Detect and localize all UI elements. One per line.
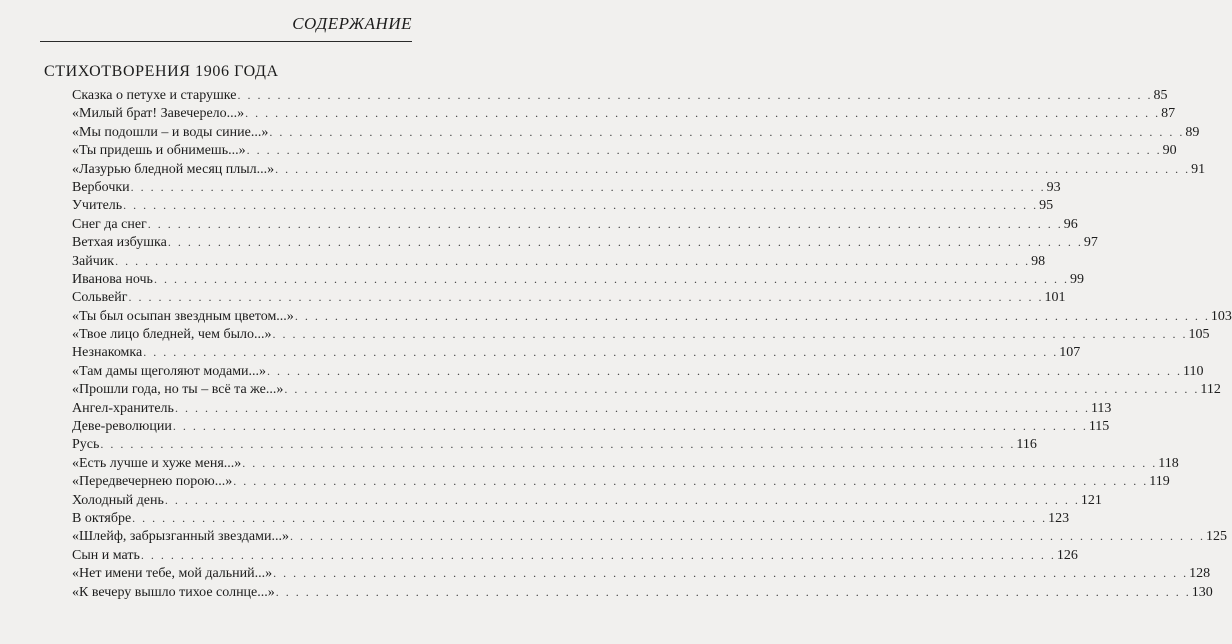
toc-entry bbox=[72, 288, 1066, 306]
toc-leader-dots: . . . . . . . . . . . . . . . . . . . . . . . . . . . . . . . . . . . . . . . . . . . . . . . . . . . . . . . . . . . . . . . . . . . . . . . . . . . . . . . . . . . . . . . . . . . . bbox=[132, 510, 1048, 525]
toc-entry-page-number: 123 bbox=[1048, 510, 1070, 526]
toc-entry-title: «Передвечернею порою...» bbox=[72, 474, 233, 490]
running-head: СОДЕРЖАНИЕ bbox=[292, 14, 412, 33]
toc-entry-title: «Нет имени тебе, мой дальний...» bbox=[72, 566, 273, 582]
toc-entry bbox=[72, 86, 1168, 104]
toc-entry-title: Сольвейг bbox=[72, 290, 128, 306]
toc-leader-dots: . . . . . . . . . . . . . . . . . . . . . . . . . . . . . . . . . . . . . . . . . . . . . . . . . . . . . . . . . . . . . . . . . . . . . . . . . . . . . . . . . . . . . . . . . . . . bbox=[167, 235, 1083, 250]
toc-entry-title: «Лазурью бледной месяц плыл...» bbox=[72, 161, 275, 177]
toc-leader-dots: . . . . . . . . . . . . . . . . . . . . . . . . . . . . . . . . . . . . . . . . . . . . . . . . . . . . . . . . . . . . . . . . . . . . . . . . . . . . . . . . . . . . . . . . . . . . bbox=[275, 161, 1191, 176]
toc-entry-title: Иванова ночь bbox=[72, 271, 153, 287]
table-of-contents bbox=[72, 86, 1232, 601]
toc-entry bbox=[72, 252, 1046, 270]
toc-entry bbox=[72, 343, 1081, 361]
toc-entry-page-number: 113 bbox=[1090, 400, 1112, 416]
toc-entry-title: «Ты был осыпан звездным цветом...» bbox=[72, 308, 294, 324]
section-title: СТИХОТВОРЕНИЯ 1906 ГОДА bbox=[44, 63, 279, 80]
toc-entry bbox=[72, 454, 1179, 472]
toc-entry-page-number: 96 bbox=[1063, 216, 1078, 232]
toc-leader-dots: . . . . . . . . . . . . . . . . . . . . . . . . . . . . . . . . . . . . . . . . . . . . . . . . . . . . . . . . . . . . . . . . . . . . . . . . . . . . . . . . . . . . . . . . . . . . bbox=[130, 179, 1046, 194]
toc-leader-dots: . . . . . . . . . . . . . . . . . . . . . . . . . . . . . . . . . . . . . . . . . . . . . . . . . . . . . . . . . . . . . . . . . . . . . . . . . . . . . . . . . . . . . . . . . . . . bbox=[245, 106, 1161, 121]
toc-entry-title: «Есть лучше и хуже меня...» bbox=[72, 455, 242, 471]
toc-entry bbox=[72, 472, 1170, 490]
toc-entry-page-number: 125 bbox=[1205, 529, 1227, 545]
toc-entry-page-number: 130 bbox=[1191, 584, 1213, 600]
toc-entry-title: Вербочки bbox=[72, 179, 130, 195]
toc-leader-dots: . . . . . . . . . . . . . . . . . . . . . . . . . . . . . . . . . . . . . . . . . . . . . . . . . . . . . . . . . . . . . . . . . . . . . . . . . . . . . . . . . . . . . . . . . . . . bbox=[242, 455, 1158, 470]
toc-entry-page-number: 121 bbox=[1080, 492, 1102, 508]
toc-entry-title: Зайчик bbox=[72, 253, 115, 269]
toc-entry-page-number: 115 bbox=[1088, 419, 1110, 435]
toc-entry bbox=[72, 307, 1232, 325]
toc-leader-dots: . . . . . . . . . . . . . . . . . . . . . . . . . . . . . . . . . . . . . . . . . . . . . . . . . . . . . . . . . . . . . . . . . . . . . . . . . . . . . . . . . . . . . . . . . . . . bbox=[123, 198, 1039, 213]
toc-entry-page-number: 126 bbox=[1056, 547, 1078, 563]
toc-entry bbox=[72, 491, 1102, 509]
toc-entry bbox=[72, 215, 1078, 233]
toc-entry bbox=[72, 399, 1112, 417]
toc-entry bbox=[72, 160, 1206, 178]
toc-entry-title: «Мы подошли – и воды синие...» bbox=[72, 124, 269, 140]
toc-entry bbox=[72, 564, 1211, 582]
toc-entry-title: «Милый брат! Завечерело...» bbox=[72, 106, 245, 122]
toc-entry-page-number: 85 bbox=[1153, 88, 1168, 103]
toc-entry-title: «Шлейф, забрызганный звездами...» bbox=[72, 529, 289, 545]
toc-leader-dots: . . . . . . . . . . . . . . . . . . . . . . . . . . . . . . . . . . . . . . . . . . . . . . . . . . . . . . . . . . . . . . . . . . . . . . . . . . . . . . . . . . . . . . . . . . . . bbox=[164, 492, 1080, 507]
toc-entry-page-number: 116 bbox=[1016, 437, 1037, 453]
toc-entry-title: Незнакомка bbox=[72, 345, 143, 361]
toc-leader-dots: . . . . . . . . . . . . . . . . . . . . . . . . . . . . . . . . . . . . . . . . . . . . . . . . . . . . . . . . . . . . . . . . . . . . . . . . . . . . . . . . . . . . . . . . . . . . bbox=[147, 216, 1063, 231]
toc-leader-dots: . . . . . . . . . . . . . . . . . . . . . . . . . . . . . . . . . . . . . . . . . . . . . . . . . . . . . . . . . . . . . . . . . . . . . . . . . . . . . . . . . . . . . . . . . . . . bbox=[273, 566, 1189, 581]
toc-entry-title: «Там дамы щеголяют модами...» bbox=[72, 363, 267, 379]
toc-entry-title: «К вечеру вышло тихое солнце...» bbox=[72, 584, 275, 600]
toc-entry-page-number: 93 bbox=[1046, 179, 1061, 195]
toc-leader-dots: . . . . . . . . . . . . . . . . . . . . . . . . . . . . . . . . . . . . . . . . . . . . . . . . . . . . . . . . . . . . . . . . . . . . . . . . . . . . . . . . . . . . . . . . . . . . bbox=[128, 290, 1044, 305]
toc-entry-title: Русь bbox=[72, 437, 100, 453]
toc-leader-dots: . . . . . . . . . . . . . . . . . . . . . . . . . . . . . . . . . . . . . . . . . . . . . . . . . . . . . . . . . . . . . . . . . . . . . . . . . . . . . . . . . . . . . . . . . . . . bbox=[115, 253, 1031, 268]
toc-entry-page-number: 97 bbox=[1083, 235, 1098, 251]
toc-entry bbox=[72, 178, 1061, 196]
toc-entry-page-number: 99 bbox=[1069, 271, 1084, 287]
toc-entry-title: Учитель bbox=[72, 198, 123, 214]
toc-leader-dots: . . . . . . . . . . . . . . . . . . . . . . . . . . . . . . . . . . . . . . . . . . . . . . . . . . . . . . . . . . . . . . . . . . . . . . . . . . . . . . . . . . . . . . . . . . . . bbox=[267, 363, 1183, 378]
toc-entry-page-number: 112 bbox=[1200, 382, 1221, 398]
toc-leader-dots: . . . . . . . . . . . . . . . . . . . . . . . . . . . . . . . . . . . . . . . . . . . . . . . . . . . . . . . . . . . . . . . . . . . . . . . . . . . . . . . . . . . . . . . . . . . . bbox=[140, 547, 1056, 562]
toc-entry bbox=[72, 583, 1213, 601]
toc-leader-dots: . . . . . . . . . . . . . . . . . . . . . . . . . . . . . . . . . . . . . . . . . . . . . . . . . . . . . . . . . . . . . . . . . . . . . . . . . . . . . . . . . . . . . . . . . . . . bbox=[233, 474, 1149, 489]
toc-leader-dots: . . . . . . . . . . . . . . . . . . . . . . . . . . . . . . . . . . . . . . . . . . . . . . . . . . . . . . . . . . . . . . . . . . . . . . . . . . . . . . . . . . . . . . . . . . . . bbox=[237, 88, 1153, 102]
toc-entry-page-number: 110 bbox=[1183, 363, 1204, 379]
toc-entry bbox=[72, 546, 1078, 564]
toc-entry-title: В октябре bbox=[72, 510, 132, 526]
toc-entry-title: Сказка о петухе и старушке bbox=[72, 88, 237, 103]
toc-entry bbox=[72, 104, 1176, 122]
toc-entry-page-number: 128 bbox=[1189, 566, 1211, 582]
toc-entry-page-number: 98 bbox=[1031, 253, 1046, 269]
toc-entry-page-number: 118 bbox=[1158, 455, 1179, 471]
toc-leader-dots: . . . . . . . . . . . . . . . . . . . . . . . . . . . . . . . . . . . . . . . . . . . . . . . . . . . . . . . . . . . . . . . . . . . . . . . . . . . . . . . . . . . . . . . . . . . . bbox=[269, 124, 1185, 139]
toc-entry-page-number: 119 bbox=[1149, 474, 1170, 490]
toc-entry-page-number: 105 bbox=[1188, 327, 1210, 343]
toc-entry-page-number: 91 bbox=[1191, 161, 1206, 177]
header-rule bbox=[40, 41, 412, 42]
toc-entry bbox=[72, 362, 1204, 380]
toc-entry bbox=[72, 417, 1110, 435]
toc-leader-dots: . . . . . . . . . . . . . . . . . . . . . . . . . . . . . . . . . . . . . . . . . . . . . . . . . . . . . . . . . . . . . . . . . . . . . . . . . . . . . . . . . . . . . . . . . . . . bbox=[174, 400, 1090, 415]
toc-entry-page-number: 107 bbox=[1059, 345, 1081, 361]
toc-leader-dots: . . . . . . . . . . . . . . . . . . . . . . . . . . . . . . . . . . . . . . . . . . . . . . . . . . . . . . . . . . . . . . . . . . . . . . . . . . . . . . . . . . . . . . . . . . . . bbox=[172, 419, 1088, 434]
toc-leader-dots: . . . . . . . . . . . . . . . . . . . . . . . . . . . . . . . . . . . . . . . . . . . . . . . . . . . . . . . . . . . . . . . . . . . . . . . . . . . . . . . . . . . . . . . . . . . . bbox=[272, 327, 1188, 342]
toc-leader-dots: . . . . . . . . . . . . . . . . . . . . . . . . . . . . . . . . . . . . . . . . . . . . . . . . . . . . . . . . . . . . . . . . . . . . . . . . . . . . . . . . . . . . . . . . . . . . bbox=[100, 437, 1016, 452]
toc-entry bbox=[72, 509, 1070, 527]
toc-entry bbox=[72, 141, 1177, 159]
toc-entry-title: Ангел-хранитель bbox=[72, 400, 174, 416]
toc-entry-page-number: 89 bbox=[1185, 124, 1200, 140]
toc-entry-page-number: 95 bbox=[1039, 198, 1054, 214]
toc-entry-page-number: 90 bbox=[1162, 143, 1177, 159]
toc-leader-dots: . . . . . . . . . . . . . . . . . . . . . . . . . . . . . . . . . . . . . . . . . . . . . . . . . . . . . . . . . . . . . . . . . . . . . . . . . . . . . . . . . . . . . . . . . . . . bbox=[143, 345, 1059, 360]
toc-entry bbox=[72, 233, 1098, 251]
toc-entry-title: «Твое лицо бледней, чем было...» bbox=[72, 327, 272, 343]
toc-entry bbox=[72, 196, 1054, 214]
toc-leader-dots: . . . . . . . . . . . . . . . . . . . . . . . . . . . . . . . . . . . . . . . . . . . . . . . . . . . . . . . . . . . . . . . . . . . . . . . . . . . . . . . . . . . . . . . . . . . . bbox=[294, 308, 1210, 323]
toc-leader-dots: . . . . . . . . . . . . . . . . . . . . . . . . . . . . . . . . . . . . . . . . . . . . . . . . . . . . . . . . . . . . . . . . . . . . . . . . . . . . . . . . . . . . . . . . . . . . bbox=[284, 382, 1200, 397]
toc-entry bbox=[72, 325, 1210, 343]
toc-leader-dots: . . . . . . . . . . . . . . . . . . . . . . . . . . . . . . . . . . . . . . . . . . . . . . . . . . . . . . . . . . . . . . . . . . . . . . . . . . . . . . . . . . . . . . . . . . . . bbox=[289, 529, 1205, 544]
toc-entry bbox=[72, 380, 1221, 398]
toc-leader-dots: . . . . . . . . . . . . . . . . . . . . . . . . . . . . . . . . . . . . . . . . . . . . . . . . . . . . . . . . . . . . . . . . . . . . . . . . . . . . . . . . . . . . . . . . . . . . bbox=[153, 271, 1069, 286]
toc-leader-dots: . . . . . . . . . . . . . . . . . . . . . . . . . . . . . . . . . . . . . . . . . . . . . . . . . . . . . . . . . . . . . . . . . . . . . . . . . . . . . . . . . . . . . . . . . . . . bbox=[246, 143, 1162, 158]
toc-entry-page-number: 103 bbox=[1210, 308, 1232, 324]
toc-entry-title: Ветхая избушка bbox=[72, 235, 167, 251]
toc-entry-page-number: 87 bbox=[1161, 106, 1176, 122]
toc-entry bbox=[72, 270, 1084, 288]
toc-leader-dots: . . . . . . . . . . . . . . . . . . . . . . . . . . . . . . . . . . . . . . . . . . . . . . . . . . . . . . . . . . . . . . . . . . . . . . . . . . . . . . . . . . . . . . . . . . . . bbox=[275, 584, 1191, 599]
toc-entry-title: Снег да снег bbox=[72, 216, 147, 232]
toc-entry bbox=[72, 123, 1200, 141]
toc-entry-title: «Ты придешь и обнимешь...» bbox=[72, 143, 246, 159]
toc-entry bbox=[72, 527, 1227, 545]
toc-entry-title: Холодный день bbox=[72, 492, 164, 508]
toc-entry-title: Деве-революции bbox=[72, 419, 172, 435]
toc-entry-title: Сын и мать bbox=[72, 547, 140, 563]
toc-entry bbox=[72, 435, 1037, 453]
toc-entry-title: «Прошли года, но ты – всё та же...» bbox=[72, 382, 284, 398]
toc-entry-page-number: 101 bbox=[1044, 290, 1066, 306]
